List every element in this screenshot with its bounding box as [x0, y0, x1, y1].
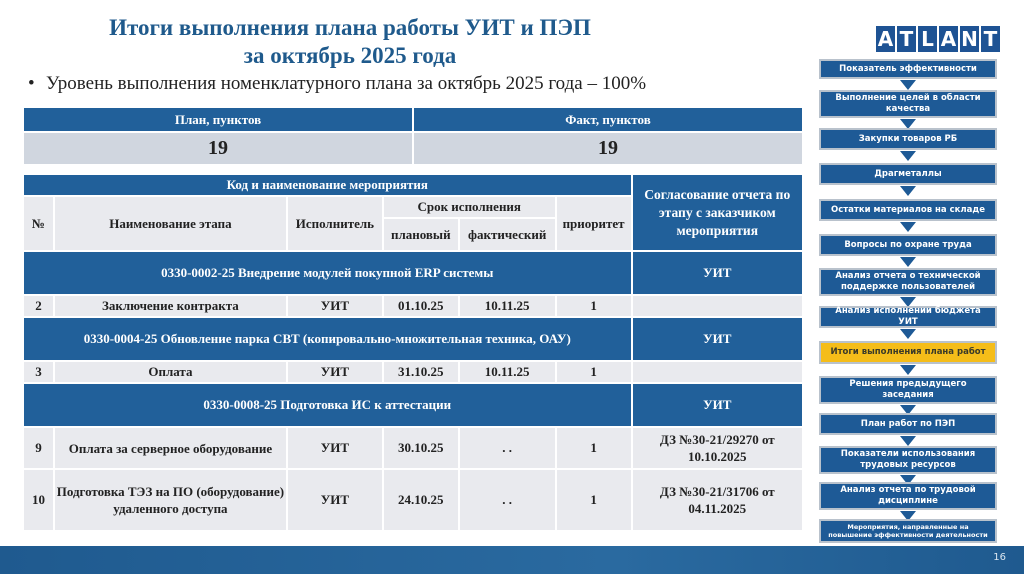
row-num: 10: [23, 469, 54, 531]
row-planned: 01.10.25: [383, 295, 459, 317]
row-actual: 10.11.25: [459, 361, 556, 383]
row-priority: 1: [556, 427, 632, 469]
group-title: 0330-0004-25 Обновление парка СВТ (копировально-множительная техника, ОАУ): [23, 317, 632, 361]
group-approval: УИТ: [632, 383, 803, 427]
row-actual: . .: [459, 427, 556, 469]
flow-item-budget[interactable]: Анализ исполнении бюджета УИТ: [819, 306, 997, 328]
row-executor: УИТ: [287, 469, 383, 531]
row-priority: 1: [556, 295, 632, 317]
logo-letter: T: [981, 26, 1000, 52]
approval-header: Согласование отчета по этапу с заказчиком мероприятия: [632, 174, 803, 251]
table-row: [23, 469, 803, 531]
row-priority: 1: [556, 361, 632, 383]
logo-letter: A: [877, 27, 894, 51]
arrow-down-icon: [900, 329, 916, 339]
executor-header: Исполнитель: [287, 196, 383, 251]
stage-name-header: Наименование этапа: [54, 196, 287, 251]
arrow-down-icon: [900, 222, 916, 232]
activities-table: [22, 173, 804, 532]
plan-header: План, пунктов: [23, 107, 413, 132]
row-priority: 1: [556, 469, 632, 531]
flow-item-precious-metals[interactable]: Драгметаллы: [819, 163, 997, 185]
row-executor: УИТ: [287, 295, 383, 317]
arrow-down-icon: [900, 257, 916, 267]
row-num: 9: [23, 427, 54, 469]
arrow-down-icon: [900, 365, 916, 375]
title-line-2: за октябрь 2025 года: [243, 43, 457, 68]
group-approval: УИТ: [632, 317, 803, 361]
arrow-down-icon: [900, 186, 916, 196]
planned-header: плановый: [383, 218, 459, 251]
flow-item-labor-safety[interactable]: Вопросы по охране труда: [819, 234, 997, 256]
deadline-header: Срок исполнения: [383, 196, 556, 218]
flow-item-tech-support[interactable]: Анализ отчета о технической поддержке пользователей: [819, 268, 997, 296]
flow-item-efficiency[interactable]: Показатель эффективности: [819, 59, 997, 79]
bullet-icon: •: [28, 73, 35, 94]
slide-title: [100, 14, 600, 70]
page-number: 16: [993, 552, 1006, 563]
row-actual: . .: [459, 469, 556, 531]
summary-table: [22, 106, 804, 166]
group-row: [23, 317, 803, 361]
bullet-text: Уровень выполнения номенклатурного плана за октябрь 2025 года – 100%: [46, 73, 647, 94]
logo-letter: A: [940, 27, 957, 51]
flow-item-rb-purchases[interactable]: Закупки товаров РБ: [819, 128, 997, 150]
row-stage: Заключение контракта: [54, 295, 287, 317]
completion-bullet: [28, 73, 646, 95]
row-planned: 30.10.25: [383, 427, 459, 469]
row-approval: [632, 361, 803, 383]
group-row: [23, 251, 803, 295]
row-stage: Оплата: [54, 361, 287, 383]
logo-letter: T: [897, 26, 916, 52]
table-row: [23, 427, 803, 469]
table-row: [23, 295, 803, 317]
table-row: [23, 361, 803, 383]
row-approval: ДЗ №30-21/31706 от 04.11.2025: [632, 469, 803, 531]
group-approval: УИТ: [632, 251, 803, 295]
row-actual: 10.11.25: [459, 295, 556, 317]
row-executor: УИТ: [287, 361, 383, 383]
flow-item-previous-decisions[interactable]: Решения предыдущего заседания: [819, 376, 997, 404]
flow-item-plan-results[interactable]: Итоги выполнения плана работ: [819, 341, 997, 364]
row-num: 2: [23, 295, 54, 317]
title-line-1: Итоги выполнения плана работы УИТ и ПЭП: [109, 15, 591, 40]
actual-header: фактический: [459, 218, 556, 251]
group-row: [23, 383, 803, 427]
logo-letter: L: [918, 26, 937, 52]
flow-item-warehouse-stock[interactable]: Остатки материалов на складе: [819, 199, 997, 221]
arrow-down-icon: [900, 80, 916, 90]
code-name-header: Код и наименование мероприятия: [23, 174, 632, 196]
flow-item-labor-discipline[interactable]: Анализ отчета по трудовой дисциплине: [819, 482, 997, 510]
row-stage: Подготовка ТЭЗ на ПО (оборудование) удаленного доступа: [54, 469, 287, 531]
row-planned: 31.10.25: [383, 361, 459, 383]
priority-header: приоритет: [556, 196, 632, 251]
arrow-down-icon: [900, 151, 916, 161]
row-planned: 24.10.25: [383, 469, 459, 531]
flow-item-efficiency-measures[interactable]: Мероприятия, направленные на повышение эффективности деятельности: [819, 519, 997, 543]
fact-header: Факт, пунктов: [413, 107, 803, 132]
flow-item-labor-resources[interactable]: Показатели использования трудовых ресурсов: [819, 446, 997, 474]
footer-bar: [0, 546, 1024, 574]
row-stage: Оплата за серверное оборудование: [54, 427, 287, 469]
row-executor: УИТ: [287, 427, 383, 469]
row-approval: ДЗ №30-21/29270 от 10.10.2025: [632, 427, 803, 469]
group-title: 0330-0008-25 Подготовка ИС к аттестации: [23, 383, 632, 427]
flow-item-quality-goals[interactable]: Выполнение целей в области качества: [819, 90, 997, 118]
arrow-down-icon: [900, 436, 916, 446]
row-approval: [632, 295, 803, 317]
row-num: 3: [23, 361, 54, 383]
num-header: №: [23, 196, 54, 251]
atlant-logo: [876, 26, 1000, 52]
flow-item-pep-plan[interactable]: План работ по ПЭП: [819, 413, 997, 435]
fact-value: 19: [413, 132, 803, 165]
group-title: 0330-0002-25 Внедрение модулей покупной ERP системы: [23, 251, 632, 295]
logo-letter: N: [961, 27, 978, 51]
plan-value: 19: [23, 132, 413, 165]
